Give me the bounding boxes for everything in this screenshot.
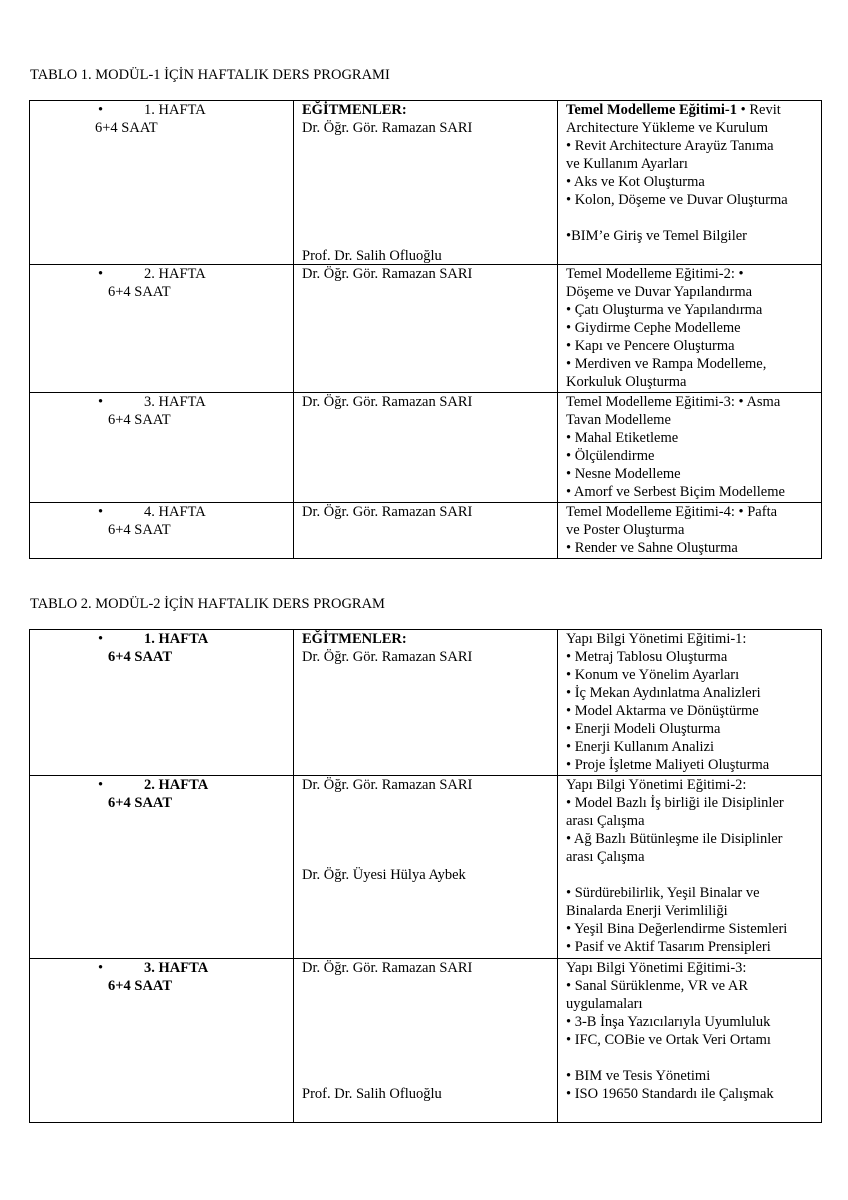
content-line: uygulamaları xyxy=(566,996,643,1012)
table-row xyxy=(30,630,822,776)
content-cell xyxy=(558,630,822,776)
content-cell xyxy=(558,776,822,959)
content-line: arası Çalışma xyxy=(566,813,645,829)
instructor-cell xyxy=(294,630,558,776)
content-cell xyxy=(558,959,822,1123)
content-line: • Amorf ve Serbest Biçim Modelleme xyxy=(566,484,785,500)
instructor-cell xyxy=(294,776,558,959)
content-line: • Aks ve Kot Oluşturma xyxy=(566,174,705,190)
bullet: • xyxy=(98,631,104,647)
week-cell xyxy=(30,959,294,1123)
instructor-cell xyxy=(294,503,558,559)
content-line: • Enerji Kullanım Analizi xyxy=(566,739,715,755)
instructor-name: Prof. Dr. Salih Ofluoğlu xyxy=(302,1086,442,1102)
bullet: • xyxy=(98,102,104,118)
content-line: • Merdiven ve Rampa Modelleme, xyxy=(566,356,767,372)
instructor-name: Dr. Öğr. Gör. Ramazan SARI xyxy=(302,777,473,793)
content-line: arası Çalışma xyxy=(566,849,645,865)
content-line: • Ölçülendirme xyxy=(566,448,655,464)
content-line: Döşeme ve Duvar Yapılandırma xyxy=(566,284,753,300)
bullet: • xyxy=(98,266,104,282)
content-line: ve Kullanım Ayarları xyxy=(566,156,688,172)
content-line: • Yeşil Bina Değerlendirme Sistemleri xyxy=(566,921,788,937)
instructor-name: Dr. Öğr. Gör. Ramazan SARI xyxy=(302,394,473,410)
content-line: • Ağ Bazlı Bütünleşme ile Disiplinler xyxy=(566,831,783,847)
bullet: • xyxy=(98,504,104,520)
content-title-rest: • Revit xyxy=(737,102,781,118)
content-cell xyxy=(558,393,822,503)
content-line: • Mahal Etiketleme xyxy=(566,430,679,446)
week-label: 1. HAFTA xyxy=(144,102,206,118)
week-label: 4. HAFTA xyxy=(144,504,206,520)
content-line: Yapı Bilgi Yönetimi Eğitimi-1: xyxy=(566,631,747,647)
instructor-name: Dr. Öğr. Gör. Ramazan SARI xyxy=(302,504,473,520)
content-line: Architecture Yükleme ve Kurulum xyxy=(566,120,768,136)
instructors-heading: EĞİTMENLER: xyxy=(302,102,407,118)
content-line: • Model Bazlı İş birliği ile Disiplinler xyxy=(566,795,784,811)
content-cell xyxy=(558,265,822,393)
content-line: • Revit Architecture Arayüz Tanıma xyxy=(566,138,774,154)
content-line: Yapı Bilgi Yönetimi Eğitimi-3: xyxy=(566,960,747,976)
bullet: • xyxy=(98,960,104,976)
content-line: • Pasif ve Aktif Tasarım Prensipleri xyxy=(566,939,771,955)
content-line: • Sanal Sürüklenme, VR ve AR xyxy=(566,978,749,994)
instructors-heading: EĞİTMENLER: xyxy=(302,631,407,647)
instructor-name: Dr. Öğr. Gör. Ramazan SARI xyxy=(302,266,473,282)
table-row xyxy=(30,101,822,265)
table-row xyxy=(30,503,822,559)
week-cell xyxy=(30,101,294,265)
week-cell xyxy=(30,393,294,503)
content-line: • Enerji Modeli Oluşturma xyxy=(566,721,721,737)
hours-label: 6+4 SAAT xyxy=(108,412,171,428)
instructor-cell xyxy=(294,959,558,1123)
content-line: • Giydirme Cephe Modelleme xyxy=(566,320,741,336)
week-label: 2. HAFTA xyxy=(144,266,206,282)
instructor-cell xyxy=(294,101,558,265)
content-line: • İç Mekan Aydınlatma Analizleri xyxy=(566,685,761,701)
hours-label: 6+4 SAAT xyxy=(108,795,172,811)
bullet: • xyxy=(98,394,104,410)
content-line: Binalarda Enerji Verimliliği xyxy=(566,903,728,919)
week-cell xyxy=(30,503,294,559)
content-line: • Nesne Modelleme xyxy=(566,466,681,482)
instructor-cell xyxy=(294,393,558,503)
content-line: • Çatı Oluşturma ve Yapılandırma xyxy=(566,302,763,318)
content-line: ve Poster Oluşturma xyxy=(566,522,685,538)
content-line: • Proje İşletme Maliyeti Oluşturma xyxy=(566,757,770,773)
content-line: • 3-B İnşa Yazıcılarıyla Uyumluluk xyxy=(566,1014,771,1030)
content-line: Korkuluk Oluşturma xyxy=(566,374,687,390)
table-row xyxy=(30,265,822,393)
content-cell xyxy=(558,503,822,559)
content-line: • ISO 19650 Standardı ile Çalışmak xyxy=(566,1086,774,1102)
week-label: 1. HAFTA xyxy=(144,631,209,647)
instructor-name: Dr. Öğr. Gör. Ramazan SARI xyxy=(302,120,473,136)
hours-label: 6+4 SAAT xyxy=(108,522,171,538)
instructor-cell xyxy=(294,265,558,393)
content-line: • Kolon, Döşeme ve Duvar Oluşturma xyxy=(566,192,788,208)
content-line: • Metraj Tablosu Oluşturma xyxy=(566,649,728,665)
week-label: 3. HAFTA xyxy=(144,960,209,976)
instructor-name: Prof. Dr. Salih Ofluoğlu xyxy=(302,248,442,264)
content-line: • Konum ve Yönelim Ayarları xyxy=(566,667,740,683)
instructor-name: Dr. Öğr. Üyesi Hülya Aybek xyxy=(302,867,466,883)
content-title: Temel Modelleme Eğitimi-1 xyxy=(566,102,738,118)
hours-label: 6+4 SAAT xyxy=(108,284,171,300)
hours-label: 6+4 SAAT xyxy=(108,649,172,665)
week-cell xyxy=(30,776,294,959)
bullet: • xyxy=(98,777,104,793)
content-line: • BIM ve Tesis Yönetimi xyxy=(566,1068,711,1084)
content-line: • IFC, COBie ve Ortak Veri Ortamı xyxy=(566,1032,771,1048)
table-row xyxy=(30,959,822,1123)
instructor-name: Dr. Öğr. Gör. Ramazan SARI xyxy=(302,649,473,665)
content-line: Temel Modelleme Eğitimi-2: • xyxy=(566,266,744,282)
content-line: • Sürdürebilirlik, Yeşil Binalar ve xyxy=(566,885,760,901)
week-cell xyxy=(30,265,294,393)
table1 xyxy=(29,100,822,559)
content-line: • Kapı ve Pencere Oluşturma xyxy=(566,338,735,354)
content-line: Tavan Modelleme xyxy=(566,412,671,428)
content-line: Yapı Bilgi Yönetimi Eğitimi-2: xyxy=(566,777,747,793)
table2 xyxy=(29,629,822,1123)
hours-label: 6+4 SAAT xyxy=(95,120,158,136)
table-row xyxy=(30,776,822,959)
content-line: •BIM’e Giriş ve Temel Bilgiler xyxy=(566,228,747,244)
table2-caption: TABLO 2. MODÜL-2 İÇİN HAFTALIK DERS PROGRAM xyxy=(30,596,385,612)
week-cell xyxy=(30,630,294,776)
content-line: • Model Aktarma ve Dönüştürme xyxy=(566,703,759,719)
week-label: 2. HAFTA xyxy=(144,777,209,793)
table1-caption: TABLO 1. MODÜL-1 İÇİN HAFTALIK DERS PROGRAMI xyxy=(30,67,390,83)
table-row xyxy=(30,393,822,503)
content-line: Temel Modelleme Eğitimi-3: • Asma xyxy=(566,394,781,410)
hours-label: 6+4 SAAT xyxy=(108,978,172,994)
content-cell xyxy=(558,101,822,265)
week-label: 3. HAFTA xyxy=(144,394,206,410)
instructor-name: Dr. Öğr. Gör. Ramazan SARI xyxy=(302,960,473,976)
content-line: Temel Modelleme Eğitimi-4: • Pafta xyxy=(566,504,778,520)
content-line: • Render ve Sahne Oluşturma xyxy=(566,540,738,556)
